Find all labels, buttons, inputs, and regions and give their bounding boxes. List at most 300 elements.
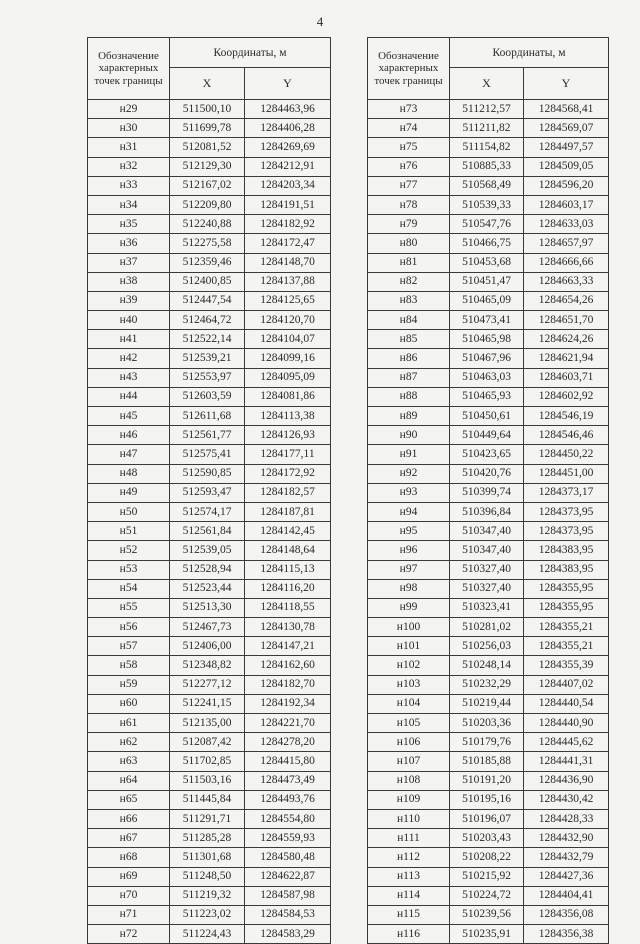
point-name-cell: н79 (368, 215, 450, 234)
table-row (88, 100, 331, 119)
y-cell: 1284355,39 (524, 656, 609, 675)
point-name-cell: н29 (88, 100, 170, 119)
y-cell: 1284440,90 (524, 714, 609, 733)
x-cell: 512209,80 (170, 195, 245, 214)
table-row (88, 253, 331, 272)
x-cell: 512574,17 (170, 502, 245, 521)
table-body-right (368, 100, 609, 944)
table-row (88, 291, 331, 310)
point-name-cell: н31 (88, 138, 170, 157)
y-cell: 1284432,90 (524, 829, 609, 848)
x-cell: 510232,29 (450, 675, 524, 694)
table-row (88, 234, 331, 253)
y-cell: 1284355,21 (524, 618, 609, 637)
x-cell: 510547,76 (450, 215, 524, 234)
x-cell: 510185,88 (450, 752, 524, 771)
y-cell: 1284406,28 (245, 119, 331, 138)
x-cell: 512523,44 (170, 579, 245, 598)
table-row (88, 426, 331, 445)
point-name-cell: н86 (368, 349, 450, 368)
table-row (88, 311, 331, 330)
y-cell: 1284554,80 (245, 809, 331, 828)
table-row (368, 886, 609, 905)
table-row (368, 733, 609, 752)
table-row (368, 176, 609, 195)
y-cell: 1284415,80 (245, 752, 331, 771)
point-name-cell: н97 (368, 560, 450, 579)
x-cell: 512359,46 (170, 253, 245, 272)
point-name-cell: н82 (368, 272, 450, 291)
table-row (368, 445, 609, 464)
y-cell: 1284654,26 (524, 291, 609, 310)
point-name-cell: н93 (368, 483, 450, 502)
y-cell: 1284473,49 (245, 771, 331, 790)
table-row (88, 579, 331, 598)
x-cell: 510203,36 (450, 714, 524, 733)
point-name-cell: н71 (88, 905, 170, 924)
table-row (88, 694, 331, 713)
point-name-cell: н90 (368, 426, 450, 445)
table-row (368, 675, 609, 694)
y-cell: 1284622,87 (245, 867, 331, 886)
point-name-cell: н40 (88, 311, 170, 330)
y-cell: 1284427,36 (524, 867, 609, 886)
x-cell: 510420,76 (450, 464, 524, 483)
x-cell: 511211,82 (450, 119, 524, 138)
point-name-cell: н102 (368, 656, 450, 675)
y-cell: 1284221,70 (245, 714, 331, 733)
y-cell: 1284624,26 (524, 330, 609, 349)
x-cell: 511248,50 (170, 867, 245, 886)
x-cell: 510215,92 (450, 867, 524, 886)
point-name-cell: н88 (368, 387, 450, 406)
y-cell: 1284355,95 (524, 579, 609, 598)
point-name-cell: н37 (88, 253, 170, 272)
table-row (88, 330, 331, 349)
x-cell: 511500,10 (170, 100, 245, 119)
y-cell: 1284191,51 (245, 195, 331, 214)
x-cell: 510539,33 (450, 195, 524, 214)
table-row (368, 426, 609, 445)
y-cell: 1284116,20 (245, 579, 331, 598)
table-row (88, 925, 331, 944)
x-cell: 510195,16 (450, 790, 524, 809)
point-name-cell: н94 (368, 502, 450, 521)
table-row (368, 925, 609, 944)
x-cell: 512275,58 (170, 234, 245, 253)
y-cell: 1284182,57 (245, 483, 331, 502)
y-cell: 1284546,46 (524, 426, 609, 445)
x-cell: 510281,02 (450, 618, 524, 637)
point-name-cell: н112 (368, 848, 450, 867)
point-name-cell: н61 (88, 714, 170, 733)
table-body-left (88, 100, 331, 944)
table-row (368, 752, 609, 771)
table-row (368, 637, 609, 656)
y-cell: 1284099,16 (245, 349, 331, 368)
point-name-cell: н96 (368, 541, 450, 560)
x-cell: 510463,03 (450, 368, 524, 387)
point-name-cell: н58 (88, 656, 170, 675)
point-name-cell: н49 (88, 483, 170, 502)
x-cell: 510466,75 (450, 234, 524, 253)
x-cell: 511702,85 (170, 752, 245, 771)
point-name-cell: н110 (368, 809, 450, 828)
header-coordinates: Координаты, м (170, 38, 331, 68)
x-cell: 510196,07 (450, 809, 524, 828)
y-cell: 1284095,09 (245, 368, 331, 387)
table-row (88, 790, 331, 809)
y-cell: 1284580,48 (245, 848, 331, 867)
y-cell: 1284081,86 (245, 387, 331, 406)
y-cell: 1284621,94 (524, 349, 609, 368)
x-cell: 510568,49 (450, 176, 524, 195)
table-row (368, 138, 609, 157)
point-name-cell: н39 (88, 291, 170, 310)
y-cell: 1284633,03 (524, 215, 609, 234)
table-row (368, 195, 609, 214)
point-name-cell: н43 (88, 368, 170, 387)
table-row (88, 848, 331, 867)
table-row (368, 368, 609, 387)
table-row (88, 522, 331, 541)
point-name-cell: н51 (88, 522, 170, 541)
point-name-cell: н59 (88, 675, 170, 694)
y-cell: 1284172,92 (245, 464, 331, 483)
point-name-cell: н103 (368, 675, 450, 694)
table-row (88, 867, 331, 886)
y-cell: 1284182,92 (245, 215, 331, 234)
table-row (368, 157, 609, 176)
table-row (368, 407, 609, 426)
x-cell: 512240,88 (170, 215, 245, 234)
x-cell: 510239,56 (450, 905, 524, 924)
point-name-cell: н60 (88, 694, 170, 713)
x-cell: 512522,14 (170, 330, 245, 349)
y-cell: 1284104,07 (245, 330, 331, 349)
table-row (88, 387, 331, 406)
point-name-cell: н106 (368, 733, 450, 752)
point-name-cell: н62 (88, 733, 170, 752)
y-cell: 1284125,65 (245, 291, 331, 310)
x-cell: 511223,02 (170, 905, 245, 924)
y-cell: 1284603,17 (524, 195, 609, 214)
point-name-cell: н114 (368, 886, 450, 905)
point-name-cell: н87 (368, 368, 450, 387)
point-name-cell: н73 (368, 100, 450, 119)
table-row (368, 829, 609, 848)
x-cell: 511285,28 (170, 829, 245, 848)
y-cell: 1284441,31 (524, 752, 609, 771)
table-row (368, 579, 609, 598)
x-cell: 510465,98 (450, 330, 524, 349)
x-cell: 510399,74 (450, 483, 524, 502)
x-cell: 510327,40 (450, 560, 524, 579)
point-name-cell: н100 (368, 618, 450, 637)
table-row (88, 560, 331, 579)
x-cell: 510465,09 (450, 291, 524, 310)
point-name-cell: н101 (368, 637, 450, 656)
x-cell: 511699,78 (170, 119, 245, 138)
point-name-cell: н81 (368, 253, 450, 272)
point-name-cell: н44 (88, 387, 170, 406)
x-cell: 511301,68 (170, 848, 245, 867)
point-name-cell: н85 (368, 330, 450, 349)
y-cell: 1284172,47 (245, 234, 331, 253)
x-cell: 510224,72 (450, 886, 524, 905)
table-row (88, 905, 331, 924)
x-cell: 510453,68 (450, 253, 524, 272)
table-row (368, 234, 609, 253)
y-cell: 1284587,98 (245, 886, 331, 905)
x-cell: 512087,42 (170, 733, 245, 752)
y-cell: 1284546,19 (524, 407, 609, 426)
y-cell: 1284212,91 (245, 157, 331, 176)
table-row (368, 253, 609, 272)
y-cell: 1284509,05 (524, 157, 609, 176)
y-cell: 1284663,33 (524, 272, 609, 291)
table-row (88, 445, 331, 464)
table-row (368, 311, 609, 330)
table-row (368, 848, 609, 867)
point-name-cell: н89 (368, 407, 450, 426)
header-point-name: Обозначение характерных точек границы (88, 38, 170, 100)
y-cell: 1284493,76 (245, 790, 331, 809)
x-cell: 512277,12 (170, 675, 245, 694)
y-cell: 1284373,95 (524, 502, 609, 521)
x-cell: 510396,84 (450, 502, 524, 521)
table-row (88, 407, 331, 426)
y-cell: 1284596,20 (524, 176, 609, 195)
y-cell: 1284356,38 (524, 925, 609, 944)
x-cell: 510256,03 (450, 637, 524, 656)
y-cell: 1284602,92 (524, 387, 609, 406)
table-row (368, 522, 609, 541)
y-cell: 1284147,21 (245, 637, 331, 656)
y-cell: 1284120,70 (245, 311, 331, 330)
x-cell: 510208,22 (450, 848, 524, 867)
point-name-cell: н48 (88, 464, 170, 483)
table-row (88, 618, 331, 637)
coordinates-table-left (87, 37, 331, 944)
y-cell: 1284373,95 (524, 522, 609, 541)
table-row (368, 771, 609, 790)
x-cell: 512603,59 (170, 387, 245, 406)
point-name-cell: н57 (88, 637, 170, 656)
point-name-cell: н67 (88, 829, 170, 848)
point-name-cell: н78 (368, 195, 450, 214)
table-row (368, 119, 609, 138)
y-cell: 1284436,90 (524, 771, 609, 790)
point-name-cell: н35 (88, 215, 170, 234)
y-cell: 1284603,71 (524, 368, 609, 387)
table-row (368, 291, 609, 310)
x-cell: 510885,33 (450, 157, 524, 176)
y-cell: 1284113,38 (245, 407, 331, 426)
y-cell: 1284177,11 (245, 445, 331, 464)
x-cell: 510191,20 (450, 771, 524, 790)
table-row (88, 771, 331, 790)
x-cell: 512241,15 (170, 694, 245, 713)
point-name-cell: н56 (88, 618, 170, 637)
table-row (88, 349, 331, 368)
x-cell: 512575,41 (170, 445, 245, 464)
table-row (88, 886, 331, 905)
x-cell: 512539,21 (170, 349, 245, 368)
y-cell: 1284559,93 (245, 829, 331, 848)
table-row (368, 330, 609, 349)
y-cell: 1284404,41 (524, 886, 609, 905)
table-row (88, 157, 331, 176)
table-row (368, 809, 609, 828)
point-name-cell: н105 (368, 714, 450, 733)
x-cell: 511445,84 (170, 790, 245, 809)
table-row (88, 215, 331, 234)
point-name-cell: н72 (88, 925, 170, 944)
x-cell: 510450,61 (450, 407, 524, 426)
x-cell: 512129,30 (170, 157, 245, 176)
x-cell: 512513,30 (170, 598, 245, 617)
table-row (88, 502, 331, 521)
y-cell: 1284497,57 (524, 138, 609, 157)
table-row (368, 502, 609, 521)
x-cell: 510248,14 (450, 656, 524, 675)
y-cell: 1284126,93 (245, 426, 331, 445)
x-cell: 512539,05 (170, 541, 245, 560)
table-row (368, 541, 609, 560)
x-cell: 510465,93 (450, 387, 524, 406)
x-cell: 510423,65 (450, 445, 524, 464)
x-cell: 510473,41 (450, 311, 524, 330)
table-row (368, 560, 609, 579)
y-cell: 1284148,64 (245, 541, 331, 560)
y-cell: 1284407,02 (524, 675, 609, 694)
y-cell: 1284355,21 (524, 637, 609, 656)
y-cell: 1284584,53 (245, 905, 331, 924)
x-cell: 512467,73 (170, 618, 245, 637)
table-row (88, 541, 331, 560)
point-name-cell: н63 (88, 752, 170, 771)
point-name-cell: н108 (368, 771, 450, 790)
y-cell: 1284568,41 (524, 100, 609, 119)
table-row (88, 368, 331, 387)
y-cell: 1284355,95 (524, 598, 609, 617)
x-cell: 511212,57 (450, 100, 524, 119)
x-cell: 510347,40 (450, 522, 524, 541)
x-cell: 512593,47 (170, 483, 245, 502)
y-cell: 1284445,62 (524, 733, 609, 752)
y-cell: 1284383,95 (524, 541, 609, 560)
x-cell: 510323,41 (450, 598, 524, 617)
table-row (368, 272, 609, 291)
point-name-cell: н83 (368, 291, 450, 310)
x-cell: 511219,32 (170, 886, 245, 905)
y-cell: 1284657,97 (524, 234, 609, 253)
header-x: X (450, 68, 524, 100)
table-row (368, 215, 609, 234)
x-cell: 511503,16 (170, 771, 245, 790)
x-cell: 510179,76 (450, 733, 524, 752)
y-cell: 1284451,00 (524, 464, 609, 483)
table-row (368, 618, 609, 637)
point-name-cell: н55 (88, 598, 170, 617)
x-cell: 510467,96 (450, 349, 524, 368)
point-name-cell: н107 (368, 752, 450, 771)
y-cell: 1284137,88 (245, 272, 331, 291)
point-name-cell: н99 (368, 598, 450, 617)
header-y: Y (524, 68, 609, 100)
x-cell: 512611,68 (170, 407, 245, 426)
table-row (368, 790, 609, 809)
x-cell: 512464,72 (170, 311, 245, 330)
point-name-cell: н104 (368, 694, 450, 713)
x-cell: 510203,43 (450, 829, 524, 848)
y-cell: 1284651,70 (524, 311, 609, 330)
y-cell: 1284383,95 (524, 560, 609, 579)
point-name-cell: н36 (88, 234, 170, 253)
point-name-cell: н92 (368, 464, 450, 483)
table-row (88, 675, 331, 694)
y-cell: 1284430,42 (524, 790, 609, 809)
table-row (368, 387, 609, 406)
table-row (368, 694, 609, 713)
point-name-cell: н77 (368, 176, 450, 195)
table-row (88, 656, 331, 675)
point-name-cell: н32 (88, 157, 170, 176)
x-cell: 512590,85 (170, 464, 245, 483)
table-row (368, 867, 609, 886)
point-name-cell: н64 (88, 771, 170, 790)
x-cell: 510449,64 (450, 426, 524, 445)
table-row (368, 656, 609, 675)
header-coordinates: Координаты, м (450, 38, 609, 68)
table-row (368, 483, 609, 502)
point-name-cell: н68 (88, 848, 170, 867)
y-cell: 1284187,81 (245, 502, 331, 521)
x-cell: 512400,85 (170, 272, 245, 291)
table-row (88, 637, 331, 656)
y-cell: 1284192,34 (245, 694, 331, 713)
y-cell: 1284148,70 (245, 253, 331, 272)
point-name-cell: н41 (88, 330, 170, 349)
y-cell: 1284583,29 (245, 925, 331, 944)
point-name-cell: н45 (88, 407, 170, 426)
point-name-cell: н33 (88, 176, 170, 195)
table-row (88, 829, 331, 848)
table-row (88, 138, 331, 157)
header-y: Y (245, 68, 331, 100)
point-name-cell: н84 (368, 311, 450, 330)
x-cell: 510235,91 (450, 925, 524, 944)
x-cell: 512081,52 (170, 138, 245, 157)
point-name-cell: н38 (88, 272, 170, 291)
point-name-cell: н34 (88, 195, 170, 214)
table-row (368, 464, 609, 483)
point-name-cell: н42 (88, 349, 170, 368)
point-name-cell: н80 (368, 234, 450, 253)
y-cell: 1284182,70 (245, 675, 331, 694)
y-cell: 1284440,54 (524, 694, 609, 713)
y-cell: 1284115,13 (245, 560, 331, 579)
x-cell: 510451,47 (450, 272, 524, 291)
table-row (368, 349, 609, 368)
point-name-cell: н66 (88, 809, 170, 828)
table-row (88, 598, 331, 617)
point-name-cell: н46 (88, 426, 170, 445)
point-name-cell: н47 (88, 445, 170, 464)
page-number: 4 (316, 14, 324, 29)
x-cell: 512348,82 (170, 656, 245, 675)
